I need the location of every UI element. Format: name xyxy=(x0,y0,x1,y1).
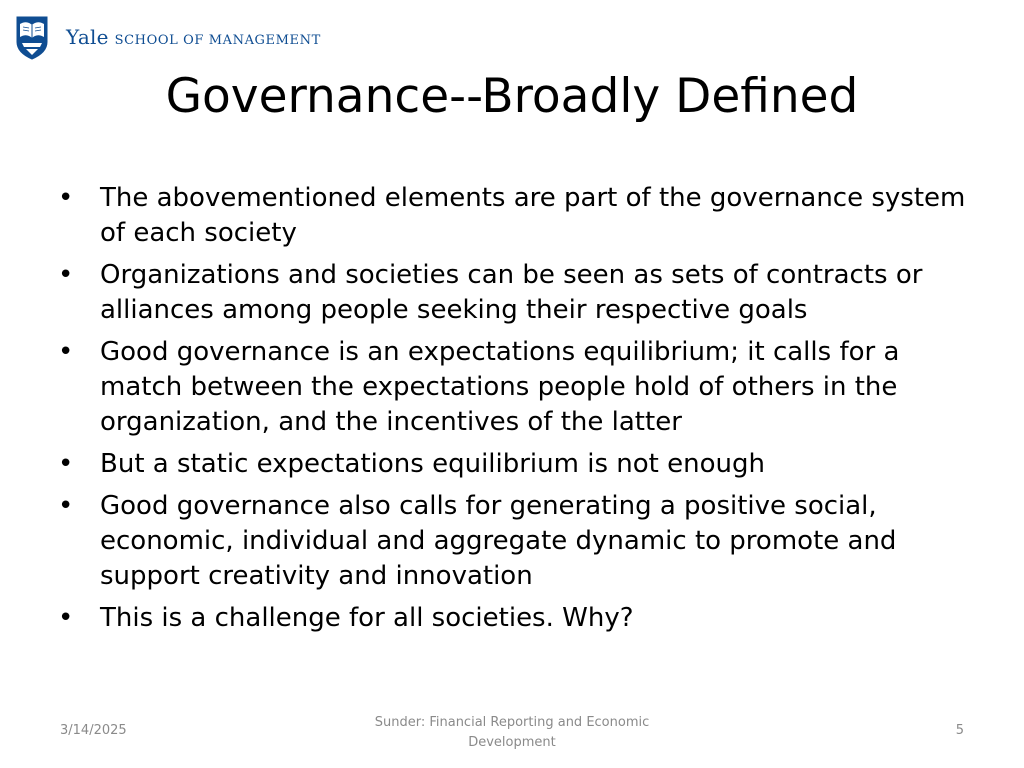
bullet-text: But a static expectations equilibrium is not enough xyxy=(100,449,765,479)
yale-shield-icon xyxy=(16,16,48,60)
bullet-list xyxy=(54,181,974,643)
logo-yale: Yale xyxy=(66,25,109,49)
logo-school-of-management: SCHOOL OF MANAGEMENT xyxy=(114,33,321,48)
footer-title: Sunder: Financial Reporting and Economic Development xyxy=(374,715,650,750)
bullet-text: This is a challenge for all societies. Why? xyxy=(100,603,634,633)
bullet-marker: • xyxy=(58,491,74,521)
bullet-text: Good governance is an expectations equilibrium; it calls for a match between the expectations people hold of others in the organization, and the incentives of the latter xyxy=(100,337,900,437)
bullet-item xyxy=(54,489,974,594)
yale-som-logo xyxy=(16,16,321,62)
logo-wordmark xyxy=(66,25,321,49)
slide-title: Governance--Broadly Defined xyxy=(165,69,859,124)
bullet-item xyxy=(54,447,974,482)
bullet-text: The abovementioned elements are part of the governance system of each society xyxy=(100,183,966,248)
bullet-text: Organizations and societies can be seen as sets of contracts or alliances among people seeking their respective goals xyxy=(100,260,923,325)
bullet-marker: • xyxy=(58,449,74,479)
bullet-item xyxy=(54,181,974,251)
bullet-marker: • xyxy=(58,183,74,213)
bullet-marker: • xyxy=(58,603,74,633)
bullet-item xyxy=(54,258,974,328)
bullet-item xyxy=(54,335,974,440)
bullet-marker: • xyxy=(58,260,74,290)
bullet-item xyxy=(54,601,974,636)
bullet-marker: • xyxy=(58,337,74,367)
page-number: 5 xyxy=(955,723,964,738)
footer-date: 3/14/2025 xyxy=(60,723,127,738)
bullet-text: Good governance also calls for generating a positive social, economic, individual and aggregate dynamic to promote and support creativity and innovation xyxy=(100,491,897,591)
